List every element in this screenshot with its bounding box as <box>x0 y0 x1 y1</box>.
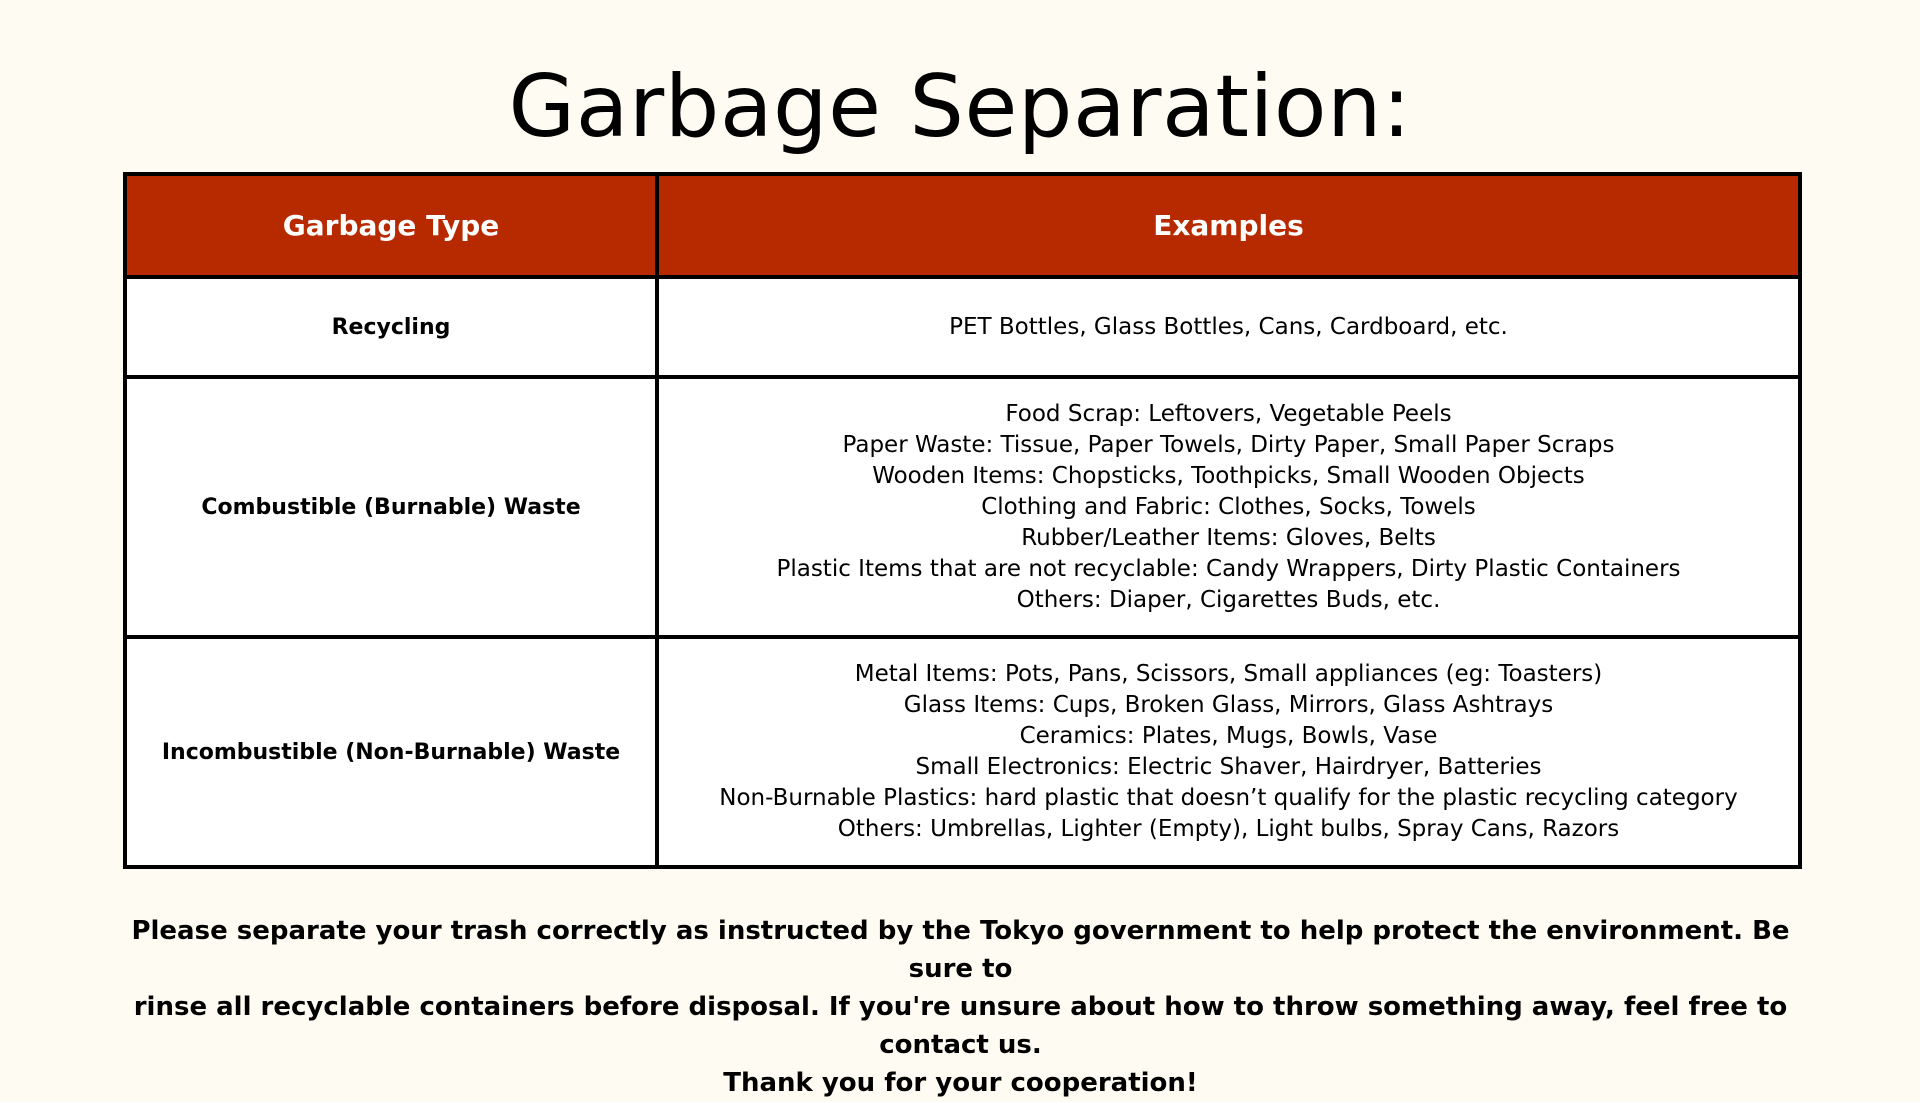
example-line: Paper Waste: Tissue, Paper Towels, Dirty Paper, Small Paper Scraps <box>842 431 1615 458</box>
footer-line: rinse all recyclable containers before disposal. If you're unsure about how to throw something away, feel free to contact us. <box>133 992 1788 1060</box>
table-header-row <box>125 174 1800 277</box>
table-row <box>125 277 1800 377</box>
example-line: PET Bottles, Glass Bottles, Cans, Cardboard, etc. <box>949 313 1508 340</box>
footer-line: Thank you for your cooperation! <box>723 1068 1198 1098</box>
footer-note <box>123 912 1798 1102</box>
footer-line: Please separate your trash correctly as instructed by the Tokyo government to help protect the environment. Be sure to <box>131 916 1790 984</box>
example-line: Food Scrap: Leftovers, Vegetable Peels <box>1005 400 1452 427</box>
example-line: Clothing and Fabric: Clothes, Socks, Towels <box>981 493 1476 520</box>
table-row <box>125 637 1800 867</box>
example-line: Non-Burnable Plastics: hard plastic that doesn’t qualify for the plastic recycling category <box>719 785 1738 811</box>
example-line: Rubber/Leather Items: Gloves, Belts <box>1021 524 1436 551</box>
examples-cell <box>657 277 1800 377</box>
garbage-separation-table <box>123 172 1802 869</box>
header-examples: Examples <box>657 174 1800 277</box>
examples-cell <box>657 637 1800 867</box>
garbage-type-cell: Recycling <box>125 277 657 377</box>
example-line: Wooden Items: Chopsticks, Toothpicks, Small Wooden Objects <box>872 462 1585 489</box>
example-line: Ceramics: Plates, Mugs, Bowls, Vase <box>1019 723 1438 749</box>
table-row <box>125 377 1800 637</box>
example-line: Small Electronics: Electric Shaver, Hairdryer, Batteries <box>915 754 1542 780</box>
example-line: Others: Umbrellas, Lighter (Empty), Light bulbs, Spray Cans, Razors <box>837 816 1620 842</box>
example-line: Others: Diaper, Cigarettes Buds, etc. <box>1016 586 1441 613</box>
garbage-type-cell: Incombustible (Non-Burnable) Waste <box>125 637 657 867</box>
example-line: Plastic Items that are not recyclable: Candy Wrappers, Dirty Plastic Containers <box>776 555 1681 582</box>
examples-cell <box>657 377 1800 637</box>
page-title: Garbage Separation: <box>508 57 1412 157</box>
header-garbage-type: Garbage Type <box>125 174 657 277</box>
example-line: Metal Items: Pots, Pans, Scissors, Small appliances (eg: Toasters) <box>854 661 1603 687</box>
garbage-type-cell: Combustible (Burnable) Waste <box>125 377 657 637</box>
example-line: Glass Items: Cups, Broken Glass, Mirrors, Glass Ashtrays <box>903 692 1554 718</box>
